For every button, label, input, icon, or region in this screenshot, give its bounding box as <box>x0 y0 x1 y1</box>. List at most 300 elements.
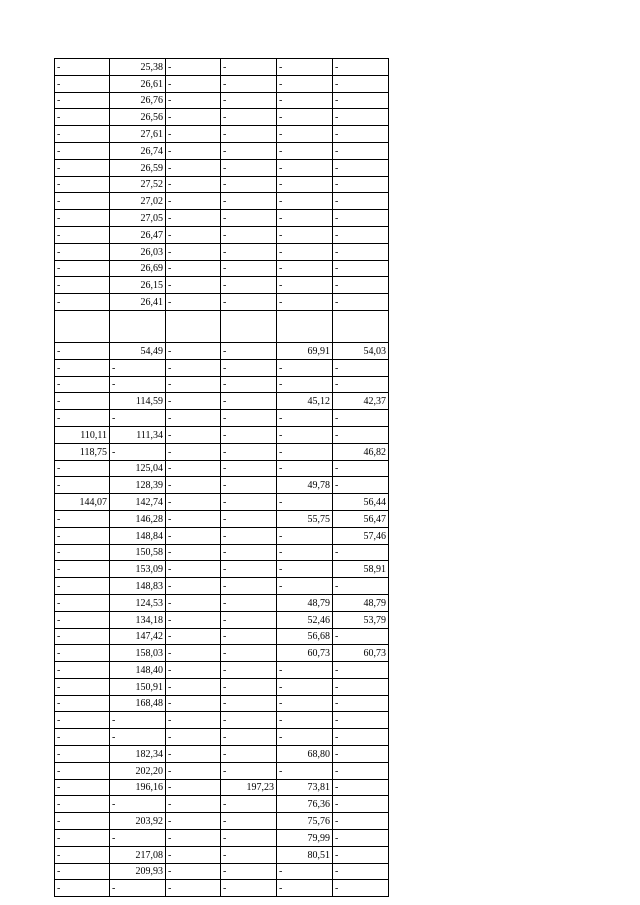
table-cell-col-5: - <box>277 109 333 126</box>
table-cell-col-6 <box>333 310 389 342</box>
table-cell-col-2: 26,61 <box>110 75 166 92</box>
table-cell-col-4: - <box>221 426 277 443</box>
table-cell-col-1: - <box>55 796 110 813</box>
table-cell-col-5: - <box>277 277 333 294</box>
data-table <box>54 58 389 897</box>
table-cell-col-2: 54,49 <box>110 342 166 359</box>
table-cell-col-3: - <box>166 863 221 880</box>
table-cell-col-6: - <box>333 426 389 443</box>
table-cell-col-4: - <box>221 494 277 511</box>
table-cell-col-3: - <box>166 294 221 311</box>
table-row <box>55 176 389 193</box>
table-row <box>55 92 389 109</box>
table-cell-col-1: 118,75 <box>55 443 110 460</box>
table-cell-col-1: - <box>55 176 110 193</box>
table-cell-col-3: - <box>166 393 221 410</box>
table-cell-col-4: - <box>221 578 277 595</box>
table-cell-col-5: - <box>277 678 333 695</box>
table-cell-col-2: 111,34 <box>110 426 166 443</box>
table-row <box>55 376 389 393</box>
table-cell-col-6: - <box>333 695 389 712</box>
table-cell-col-1: - <box>55 226 110 243</box>
table-cell-col-4 <box>221 310 277 342</box>
table-cell-col-6: 54,03 <box>333 342 389 359</box>
table-cell-col-3: - <box>166 342 221 359</box>
table-cell-col-6: - <box>333 779 389 796</box>
table-cell-col-5: - <box>277 460 333 477</box>
table-cell-col-3: - <box>166 410 221 427</box>
table-row <box>55 662 389 679</box>
table-cell-col-3: - <box>166 779 221 796</box>
table-cell-col-4: - <box>221 277 277 294</box>
table-cell-col-5: 45,12 <box>277 393 333 410</box>
table-cell-col-1: - <box>55 142 110 159</box>
table-row <box>55 544 389 561</box>
table-row <box>55 746 389 763</box>
table-cell-col-6: - <box>333 159 389 176</box>
table-cell-col-6: - <box>333 109 389 126</box>
table-cell-col-6: 48,79 <box>333 594 389 611</box>
table-cell-col-2: 26,59 <box>110 159 166 176</box>
table-cell-col-2: 217,08 <box>110 846 166 863</box>
table-row <box>55 527 389 544</box>
table-cell-col-2: - <box>110 712 166 729</box>
table-cell-col-3: - <box>166 594 221 611</box>
table-cell-col-4: - <box>221 376 277 393</box>
table-cell-col-3: - <box>166 243 221 260</box>
table-cell-col-4: - <box>221 846 277 863</box>
table-cell-col-6: - <box>333 729 389 746</box>
table-cell-col-1: - <box>55 746 110 763</box>
table-row <box>55 863 389 880</box>
table-cell-col-5: 69,91 <box>277 342 333 359</box>
table-cell-col-2: 148,83 <box>110 578 166 595</box>
table-cell-col-1: - <box>55 628 110 645</box>
table-cell-col-2: 142,74 <box>110 494 166 511</box>
table-cell-col-2: 202,20 <box>110 762 166 779</box>
table-cell-col-4: - <box>221 796 277 813</box>
table-cell-col-6: - <box>333 126 389 143</box>
table-cell-col-2: 27,05 <box>110 210 166 227</box>
table-cell-col-4: - <box>221 477 277 494</box>
table-cell-col-6: 56,44 <box>333 494 389 511</box>
table-cell-col-3: - <box>166 510 221 527</box>
table-cell-col-5: 73,81 <box>277 779 333 796</box>
table-row <box>55 628 389 645</box>
table-cell-col-1: - <box>55 342 110 359</box>
table-cell-col-4: - <box>221 460 277 477</box>
table-cell-col-2: 26,41 <box>110 294 166 311</box>
table-cell-col-6: - <box>333 762 389 779</box>
table-cell-col-5: - <box>277 561 333 578</box>
table-cell-col-4: - <box>221 678 277 695</box>
table-cell-col-1: - <box>55 260 110 277</box>
table-cell-col-1: - <box>55 779 110 796</box>
table-cell-col-6: - <box>333 544 389 561</box>
table-cell-col-4: - <box>221 92 277 109</box>
table-cell-col-3: - <box>166 662 221 679</box>
table-cell-col-1: - <box>55 109 110 126</box>
table-cell-col-1: - <box>55 277 110 294</box>
table-cell-col-2: 182,34 <box>110 746 166 763</box>
table-row <box>55 846 389 863</box>
table-cell-col-4: - <box>221 712 277 729</box>
table-cell-col-1: - <box>55 210 110 227</box>
table-cell-col-5: 55,75 <box>277 510 333 527</box>
table-cell-col-4: - <box>221 393 277 410</box>
table-cell-col-3: - <box>166 796 221 813</box>
table-cell-col-6: - <box>333 176 389 193</box>
table-row <box>55 578 389 595</box>
table-cell-col-6: 58,91 <box>333 561 389 578</box>
table-cell-col-5: - <box>277 359 333 376</box>
table-row <box>55 729 389 746</box>
table-row <box>55 410 389 427</box>
table-cell-col-4: - <box>221 527 277 544</box>
table-row <box>55 310 389 342</box>
table-cell-col-5: - <box>277 410 333 427</box>
table-cell-col-5: - <box>277 662 333 679</box>
table-cell-col-1: - <box>55 92 110 109</box>
table-cell-col-1: - <box>55 813 110 830</box>
table-cell-col-2: 114,59 <box>110 393 166 410</box>
table-cell-col-4: - <box>221 510 277 527</box>
table-cell-col-1: - <box>55 830 110 847</box>
table-cell-col-3: - <box>166 813 221 830</box>
table-cell-col-3: - <box>166 426 221 443</box>
table-cell-col-1: - <box>55 544 110 561</box>
table-cell-col-5: - <box>277 863 333 880</box>
table-row <box>55 294 389 311</box>
table-row <box>55 59 389 76</box>
table-cell-col-3: - <box>166 92 221 109</box>
table-cell-col-4: - <box>221 662 277 679</box>
table-row <box>55 210 389 227</box>
table-cell-col-3: - <box>166 645 221 662</box>
table-cell-col-1: - <box>55 880 110 897</box>
table-cell-col-5: - <box>277 729 333 746</box>
table-cell-col-6: 53,79 <box>333 611 389 628</box>
table-cell-col-5: - <box>277 92 333 109</box>
table-cell-col-2: 148,40 <box>110 662 166 679</box>
table-cell-col-4: - <box>221 746 277 763</box>
table-row <box>55 260 389 277</box>
table-cell-col-4: - <box>221 260 277 277</box>
table-cell-col-2: 150,91 <box>110 678 166 695</box>
table-cell-col-2: - <box>110 443 166 460</box>
table-cell-col-3: - <box>166 126 221 143</box>
table-cell-col-4: - <box>221 210 277 227</box>
table-cell-col-5: - <box>277 880 333 897</box>
table-cell-col-6: - <box>333 830 389 847</box>
table-cell-col-1: - <box>55 678 110 695</box>
table-cell-col-5: - <box>277 126 333 143</box>
table-cell-col-1: - <box>55 126 110 143</box>
table-cell-col-2: 26,76 <box>110 92 166 109</box>
table-cell-col-1: - <box>55 243 110 260</box>
table-cell-col-5: - <box>277 193 333 210</box>
table-row <box>55 193 389 210</box>
table-cell-col-3: - <box>166 277 221 294</box>
table-cell-col-5: 76,36 <box>277 796 333 813</box>
table-row <box>55 359 389 376</box>
table-cell-col-5: - <box>277 527 333 544</box>
table-row <box>55 830 389 847</box>
table-cell-col-1: - <box>55 578 110 595</box>
table-cell-col-4: - <box>221 863 277 880</box>
table-cell-col-1: - <box>55 376 110 393</box>
table-cell-col-6: - <box>333 359 389 376</box>
table-cell-col-1: - <box>55 460 110 477</box>
table-cell-col-1: 110,11 <box>55 426 110 443</box>
table-cell-col-4: - <box>221 342 277 359</box>
table-cell-col-6: - <box>333 376 389 393</box>
table-cell-col-3: - <box>166 678 221 695</box>
table-cell-col-6: - <box>333 193 389 210</box>
table-cell-col-5: - <box>277 159 333 176</box>
table-cell-col-2: 27,61 <box>110 126 166 143</box>
table-cell-col-3: - <box>166 494 221 511</box>
table-cell-col-4: - <box>221 594 277 611</box>
table-row <box>55 695 389 712</box>
table-row <box>55 393 389 410</box>
table-row <box>55 159 389 176</box>
table-row <box>55 611 389 628</box>
table-cell-col-6: - <box>333 712 389 729</box>
table-cell-col-4: - <box>221 142 277 159</box>
table-cell-col-6: - <box>333 226 389 243</box>
table-cell-col-5: 80,51 <box>277 846 333 863</box>
table-cell-col-2: 26,69 <box>110 260 166 277</box>
table-cell-col-3: - <box>166 193 221 210</box>
table-cell-col-2: 26,47 <box>110 226 166 243</box>
table-cell-col-3: - <box>166 712 221 729</box>
table-cell-col-4: - <box>221 830 277 847</box>
table-cell-col-4: - <box>221 59 277 76</box>
table-cell-col-6: - <box>333 210 389 227</box>
table-cell-col-6: - <box>333 863 389 880</box>
table-cell-col-6: - <box>333 142 389 159</box>
table-cell-col-6: 56,47 <box>333 510 389 527</box>
table-row <box>55 712 389 729</box>
table-cell-col-6: - <box>333 92 389 109</box>
table-cell-col-4: - <box>221 159 277 176</box>
table-cell-col-4: - <box>221 729 277 746</box>
table-row <box>55 277 389 294</box>
table-cell-col-6: 57,46 <box>333 527 389 544</box>
table-cell-col-3 <box>166 310 221 342</box>
table-row <box>55 342 389 359</box>
table-cell-col-5: 52,46 <box>277 611 333 628</box>
table-cell-col-4: - <box>221 75 277 92</box>
table-cell-col-1: - <box>55 359 110 376</box>
table-row <box>55 126 389 143</box>
table-cell-col-5: - <box>277 544 333 561</box>
table-cell-col-2: 27,02 <box>110 193 166 210</box>
table-cell-col-3: - <box>166 628 221 645</box>
table-cell-col-6: - <box>333 75 389 92</box>
table-cell-col-2: - <box>110 796 166 813</box>
table-cell-col-6: - <box>333 880 389 897</box>
table-cell-col-2: - <box>110 376 166 393</box>
table-cell-col-3: - <box>166 762 221 779</box>
table-row <box>55 460 389 477</box>
table-cell-col-3: - <box>166 695 221 712</box>
table-cell-col-5: 75,76 <box>277 813 333 830</box>
table-row <box>55 494 389 511</box>
table-cell-col-6: - <box>333 410 389 427</box>
table-cell-col-5: - <box>277 294 333 311</box>
table-row <box>55 226 389 243</box>
table-cell-col-2: 26,56 <box>110 109 166 126</box>
table-cell-col-4: - <box>221 813 277 830</box>
table-cell-col-2 <box>110 310 166 342</box>
table-cell-col-5: - <box>277 494 333 511</box>
table-cell-col-3: - <box>166 260 221 277</box>
table-cell-col-4: - <box>221 762 277 779</box>
table-cell-col-2: - <box>110 729 166 746</box>
table-cell-col-6: 60,73 <box>333 645 389 662</box>
table-cell-col-1: - <box>55 294 110 311</box>
table-cell-col-2: 128,39 <box>110 477 166 494</box>
table-cell-col-2: 26,03 <box>110 243 166 260</box>
table-cell-col-1: - <box>55 611 110 628</box>
table-row <box>55 880 389 897</box>
table-cell-col-2: 168,48 <box>110 695 166 712</box>
table-row <box>55 142 389 159</box>
table-cell-col-1: - <box>55 561 110 578</box>
table-row <box>55 510 389 527</box>
table-cell-col-4: 197,23 <box>221 779 277 796</box>
table-cell-col-6: - <box>333 628 389 645</box>
table-row <box>55 796 389 813</box>
table-row <box>55 779 389 796</box>
table-cell-col-3: - <box>166 359 221 376</box>
table-cell-col-3: - <box>166 578 221 595</box>
table-row <box>55 678 389 695</box>
table-cell-col-6: - <box>333 477 389 494</box>
table-cell-col-1: - <box>55 527 110 544</box>
table-cell-col-1: - <box>55 645 110 662</box>
table-cell-col-6: - <box>333 243 389 260</box>
table-cell-col-6: - <box>333 813 389 830</box>
table-cell-col-4: - <box>221 443 277 460</box>
table-cell-col-1: - <box>55 159 110 176</box>
spreadsheet-page <box>54 58 388 897</box>
table-cell-col-5: - <box>277 712 333 729</box>
table-cell-col-2: - <box>110 359 166 376</box>
table-cell-col-3: - <box>166 460 221 477</box>
table-cell-col-3: - <box>166 159 221 176</box>
table-cell-col-3: - <box>166 376 221 393</box>
table-cell-col-4: - <box>221 226 277 243</box>
table-cell-col-1: - <box>55 477 110 494</box>
table-cell-col-5: - <box>277 695 333 712</box>
table-cell-col-1: 144,07 <box>55 494 110 511</box>
table-cell-col-3: - <box>166 561 221 578</box>
table-cell-col-6: 46,82 <box>333 443 389 460</box>
table-cell-col-4: - <box>221 410 277 427</box>
table-cell-col-3: - <box>166 544 221 561</box>
table-cell-col-4: - <box>221 611 277 628</box>
table-cell-col-3: - <box>166 830 221 847</box>
table-cell-col-5: - <box>277 260 333 277</box>
table-cell-col-6: - <box>333 846 389 863</box>
table-cell-col-2: 134,18 <box>110 611 166 628</box>
table-cell-col-2: 203,92 <box>110 813 166 830</box>
table-cell-col-5 <box>277 310 333 342</box>
table-cell-col-1: - <box>55 59 110 76</box>
table-cell-col-2: 150,58 <box>110 544 166 561</box>
table-row <box>55 561 389 578</box>
table-cell-col-3: - <box>166 611 221 628</box>
table-cell-col-1: - <box>55 662 110 679</box>
table-cell-col-4: - <box>221 628 277 645</box>
table-cell-col-6: - <box>333 277 389 294</box>
table-cell-col-4: - <box>221 176 277 193</box>
table-cell-col-4: - <box>221 645 277 662</box>
table-cell-col-2: 26,74 <box>110 142 166 159</box>
table-row <box>55 75 389 92</box>
table-cell-col-3: - <box>166 59 221 76</box>
table-cell-col-5: - <box>277 142 333 159</box>
table-cell-col-5: 60,73 <box>277 645 333 662</box>
table-cell-col-6: - <box>333 460 389 477</box>
table-cell-col-3: - <box>166 477 221 494</box>
table-cell-col-2: 196,16 <box>110 779 166 796</box>
table-cell-col-5: - <box>277 176 333 193</box>
table-cell-col-3: - <box>166 746 221 763</box>
table-cell-col-5: - <box>277 426 333 443</box>
table-cell-col-6: - <box>333 746 389 763</box>
table-cell-col-3: - <box>166 210 221 227</box>
table-cell-col-5: - <box>277 226 333 243</box>
table-row <box>55 594 389 611</box>
table-cell-col-5: 68,80 <box>277 746 333 763</box>
table-cell-col-3: - <box>166 109 221 126</box>
table-cell-col-4: - <box>221 561 277 578</box>
table-cell-col-2: 125,04 <box>110 460 166 477</box>
table-cell-col-2: 25,38 <box>110 59 166 76</box>
table-cell-col-4: - <box>221 544 277 561</box>
table-cell-col-1: - <box>55 846 110 863</box>
table-cell-col-5: - <box>277 762 333 779</box>
table-cell-col-5: 48,79 <box>277 594 333 611</box>
table-cell-col-2: 209,93 <box>110 863 166 880</box>
table-cell-col-3: - <box>166 443 221 460</box>
table-cell-col-5: 79,99 <box>277 830 333 847</box>
table-cell-col-2: - <box>110 410 166 427</box>
table-cell-col-1: - <box>55 75 110 92</box>
table-cell-col-4: - <box>221 193 277 210</box>
table-cell-col-5: 56,68 <box>277 628 333 645</box>
table-cell-col-2: 153,09 <box>110 561 166 578</box>
table-cell-col-3: - <box>166 75 221 92</box>
table-cell-col-1: - <box>55 729 110 746</box>
table-cell-col-6: - <box>333 578 389 595</box>
table-cell-col-4: - <box>221 109 277 126</box>
table-cell-col-3: - <box>166 176 221 193</box>
table-cell-col-5: - <box>277 59 333 76</box>
table-cell-col-3: - <box>166 880 221 897</box>
table-cell-col-6: - <box>333 662 389 679</box>
table-row <box>55 443 389 460</box>
table-cell-col-3: - <box>166 729 221 746</box>
table-cell-col-2: 26,15 <box>110 277 166 294</box>
table-cell-col-1: - <box>55 863 110 880</box>
table-cell-col-6: - <box>333 260 389 277</box>
table-cell-col-5: - <box>277 443 333 460</box>
